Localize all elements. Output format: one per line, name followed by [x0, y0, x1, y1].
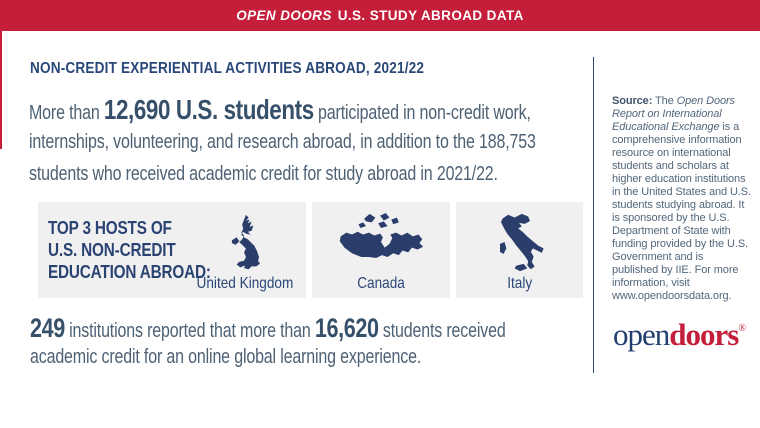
banner-title [236, 8, 524, 23]
top-banner [0, 0, 760, 31]
opendoors-logo [613, 311, 746, 353]
host-country-uk [190, 214, 300, 293]
hosts-canada-panel [312, 202, 450, 298]
country-label-italy: Italy [507, 275, 532, 292]
banner-subtitle-text: U.S. STUDY ABROAD DATA [337, 8, 524, 23]
online-students-count: 16,620 [314, 313, 379, 343]
online-learning-paragraph [30, 314, 624, 372]
hosts-label-panel [38, 202, 306, 298]
online-line-1: 249 institutions reported that more than 16,620 students received [30, 313, 506, 343]
left-edge-accent [0, 31, 2, 149]
hosts-italy-panel [456, 202, 583, 298]
registered-trademark-icon: ® [738, 323, 746, 334]
institutions-count: 249 [30, 313, 65, 343]
source-note: Source: The Open Doors Report on International Educational Exchange is a comprehensive information resource on international students and scholars at higher education institutions in the United States and U.S. students studying abroad. It is sponsored by the U.S. Department of State with funding provided by the U.S. Government and is published by IIE. For more information, visit www.opendoorsdata.org. [612, 95, 751, 302]
logo-word-open: open [613, 317, 670, 352]
intro-line-1: More than 12,690 U.S. students participated in non-credit work, [29, 94, 531, 125]
canada-map-icon [335, 212, 427, 272]
united-kingdom-map-icon [223, 214, 267, 272]
logo-word-doors: doors [669, 317, 739, 352]
host-country-canada [312, 212, 450, 293]
students-count-highlight: 12,690 U.S. students [103, 94, 314, 125]
hosts-label: TOP 3 HOSTS OF U.S. NON-CREDIT EDUCATION ABROAD: [48, 218, 211, 282]
source-label: Source: [612, 95, 653, 107]
vertical-divider [593, 57, 594, 373]
country-label-uk: United Kingdom [196, 275, 294, 292]
banner-brand-text: OPEN DOORS [236, 8, 332, 23]
country-label-canada: Canada [357, 275, 405, 292]
intro-line-3: students who received academic credit for study abroad in 2021/22. [29, 163, 498, 185]
page-title: NON-CREDIT EXPERIENTIAL ACTIVITIES ABROAD, 2021/22 [30, 60, 425, 77]
italy-map-icon [491, 212, 549, 272]
intro-paragraph [29, 94, 662, 190]
top-hosts-section [38, 202, 583, 298]
intro-line-2: internships, volunteering, and research abroad, in addition to the 188,753 [29, 131, 536, 153]
host-country-italy [456, 212, 583, 293]
online-line-2: academic credit for an online global learning experience. [30, 346, 422, 368]
source-report-title: Open Doors Report on International Educational Exchange [612, 95, 735, 133]
